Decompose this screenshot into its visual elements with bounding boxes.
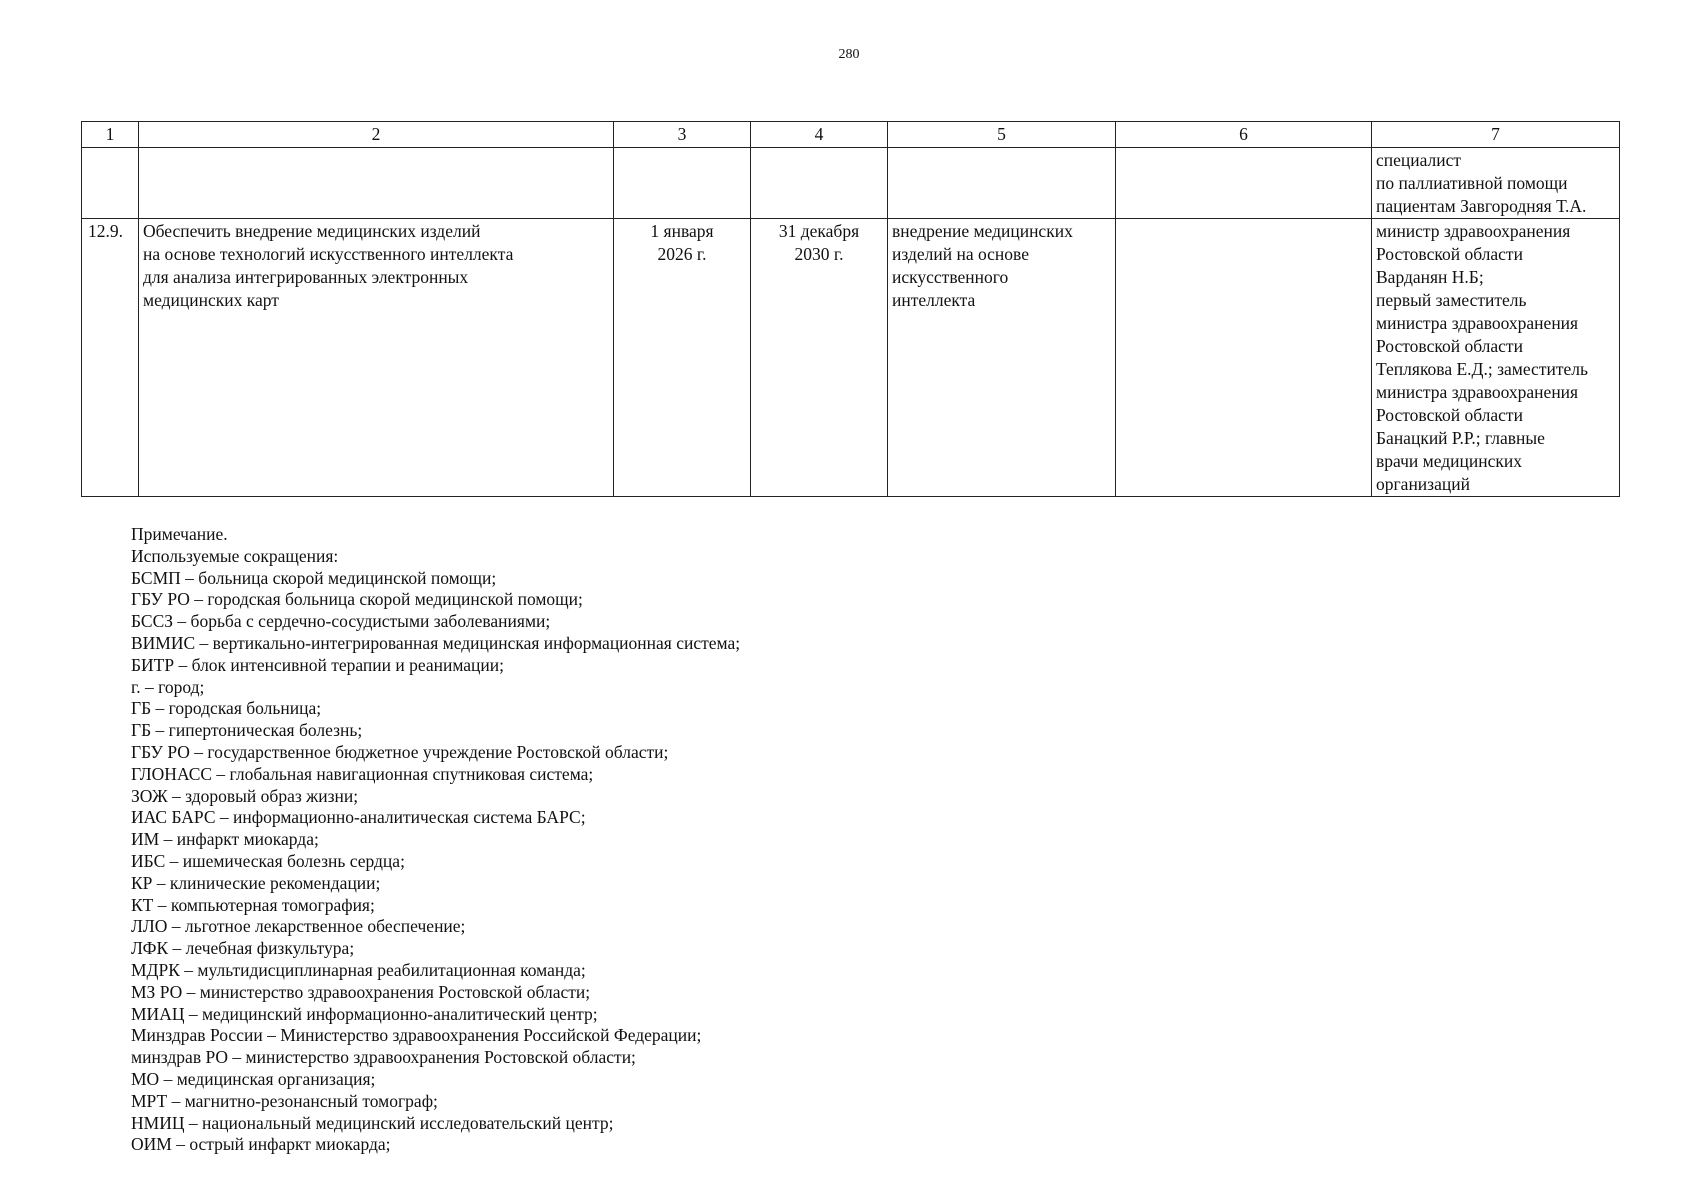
list-item: МЗ РО – министерство здравоохранения Ростовской области; [131,981,591,1002]
text-line: внедрение медицинских [892,221,1073,241]
list-item: ИБС – ишемическая болезнь сердца; [131,850,405,871]
table-header-row [82,122,1620,148]
list-item: ИМ – инфаркт миокарда; [131,829,319,850]
text-line: Обеспечить внедрение медицинских изделий [143,221,481,241]
text-line: министра здравоохранения [1376,313,1579,333]
cell-empty [1116,148,1372,219]
list-item: МРТ – магнитно-резонансный томограф; [131,1090,438,1111]
cell-responsible [1372,219,1620,497]
list-item: ГБ – гипертоническая болезнь; [131,720,363,741]
cell-responsible-continued [1372,148,1620,219]
table-row-continued [82,148,1620,219]
list-item: ЗОЖ – здоровый образ жизни; [131,785,359,806]
text-line: изделий на основе [892,244,1029,264]
text-line: искусственного [892,267,1009,287]
text-line: 31 декабря [778,221,860,241]
text-line: 2030 г. [794,244,844,264]
list-item: ЛЛО – льготное лекарственное обеспечение; [131,916,466,937]
cell-empty [82,148,139,219]
list-item: МДРК – мультидисциплинарная реабилитационная команда; [131,959,586,980]
text-line: Ростовской области [1376,405,1523,425]
notes-subtitle: Используемые сокращения: [131,545,339,566]
text-line: пациентам Завгородняя Т.А. [1376,196,1587,216]
header-col-5: 5 [888,122,1116,148]
list-item: БСМП – больница скорой медицинской помощи; [131,567,497,588]
header-col-4: 4 [751,122,888,148]
text-line: интеллекта [892,290,976,310]
header-col-3: 3 [614,122,751,148]
header-col-6: 6 [1116,122,1372,148]
cell-empty [139,148,614,219]
text-line: 2026 г. [657,244,707,264]
list-item: ОИМ – острый инфаркт миокарда; [131,1134,391,1155]
list-item: Минздрав России – Министерство здравоохранения Российской Федерации; [131,1025,702,1046]
cell-empty [888,148,1116,219]
table-row [82,219,1620,497]
cell-empty [751,148,888,219]
cell-description [139,219,614,497]
text-line: по паллиативной помощи [1376,173,1568,193]
list-item: НМИЦ – национальный медицинский исследовательский центр; [131,1112,614,1133]
list-item: ИАС БАРС – информационно-аналитическая система БАРС; [131,807,586,828]
text-line: для анализа интегрированных электронных [143,267,469,287]
list-item: ГБУ РО – городская больница скорой медицинской помощи; [131,589,583,610]
notes-title: Примечание. [131,524,228,544]
list-item: ГБУ РО – государственное бюджетное учреждение Ростовской области; [131,741,669,762]
cell-start-date [614,219,751,497]
list-item: КТ – компьютерная томография; [131,894,375,915]
list-item: ВИМИС – вертикально-интегрированная медицинская информационная система; [131,632,741,653]
list-item: МО – медицинская организация; [131,1068,376,1089]
list-item: БССЗ – борьба с сердечно-сосудистыми заболеваниями; [131,611,551,632]
plan-table [81,121,1620,497]
list-item: ГБ – городская больница; [131,698,322,719]
text-line: Ростовской области [1376,244,1523,264]
abbreviations-notes [131,524,740,1156]
header-col-7: 7 [1372,122,1620,148]
text-line: на основе технологий искусственного интеллекта [143,244,514,264]
text-line: специалист [1376,150,1462,170]
text-line: министр здравоохранения [1376,221,1571,241]
list-item: КР – клинические рекомендации; [131,872,381,893]
text-line: врачи медицинских [1376,451,1522,471]
list-item: г. – город; [131,676,205,697]
text-line: Теплякова Е.Д.; заместитель [1376,359,1588,379]
cell-result [888,219,1116,497]
text-line: медицинских карт [143,290,279,310]
page-number: 280 [838,47,860,62]
cell-empty [614,148,751,219]
header-col-1: 1 [82,122,139,148]
text-line: министра здравоохранения [1376,382,1579,402]
text-line: организаций [1376,474,1470,494]
cell-end-date [751,219,888,497]
abbreviations-list [131,568,740,1157]
list-item: БИТР – блок интенсивной терапии и реанимации; [131,654,505,675]
header-col-2: 2 [139,122,614,148]
text-line: Ростовской области [1376,336,1523,356]
list-item: МИАЦ – медицинский информационно-аналитический центр; [131,1003,598,1024]
text-line: 1 января [650,221,714,241]
list-item: ГЛОНАСС – глобальная навигационная спутниковая система; [131,763,594,784]
cell-col6 [1116,219,1372,497]
text-line: Варданян Н.Б; [1376,267,1484,287]
list-item: минздрав РО – министерство здравоохранения Ростовской области; [131,1047,636,1068]
list-item: ЛФК – лечебная физкультура; [131,938,355,959]
cell-item-number: 12.9. [82,219,139,497]
text-line: Банацкий Р.Р.; главные [1376,428,1545,448]
text-line: первый заместитель [1376,290,1527,310]
